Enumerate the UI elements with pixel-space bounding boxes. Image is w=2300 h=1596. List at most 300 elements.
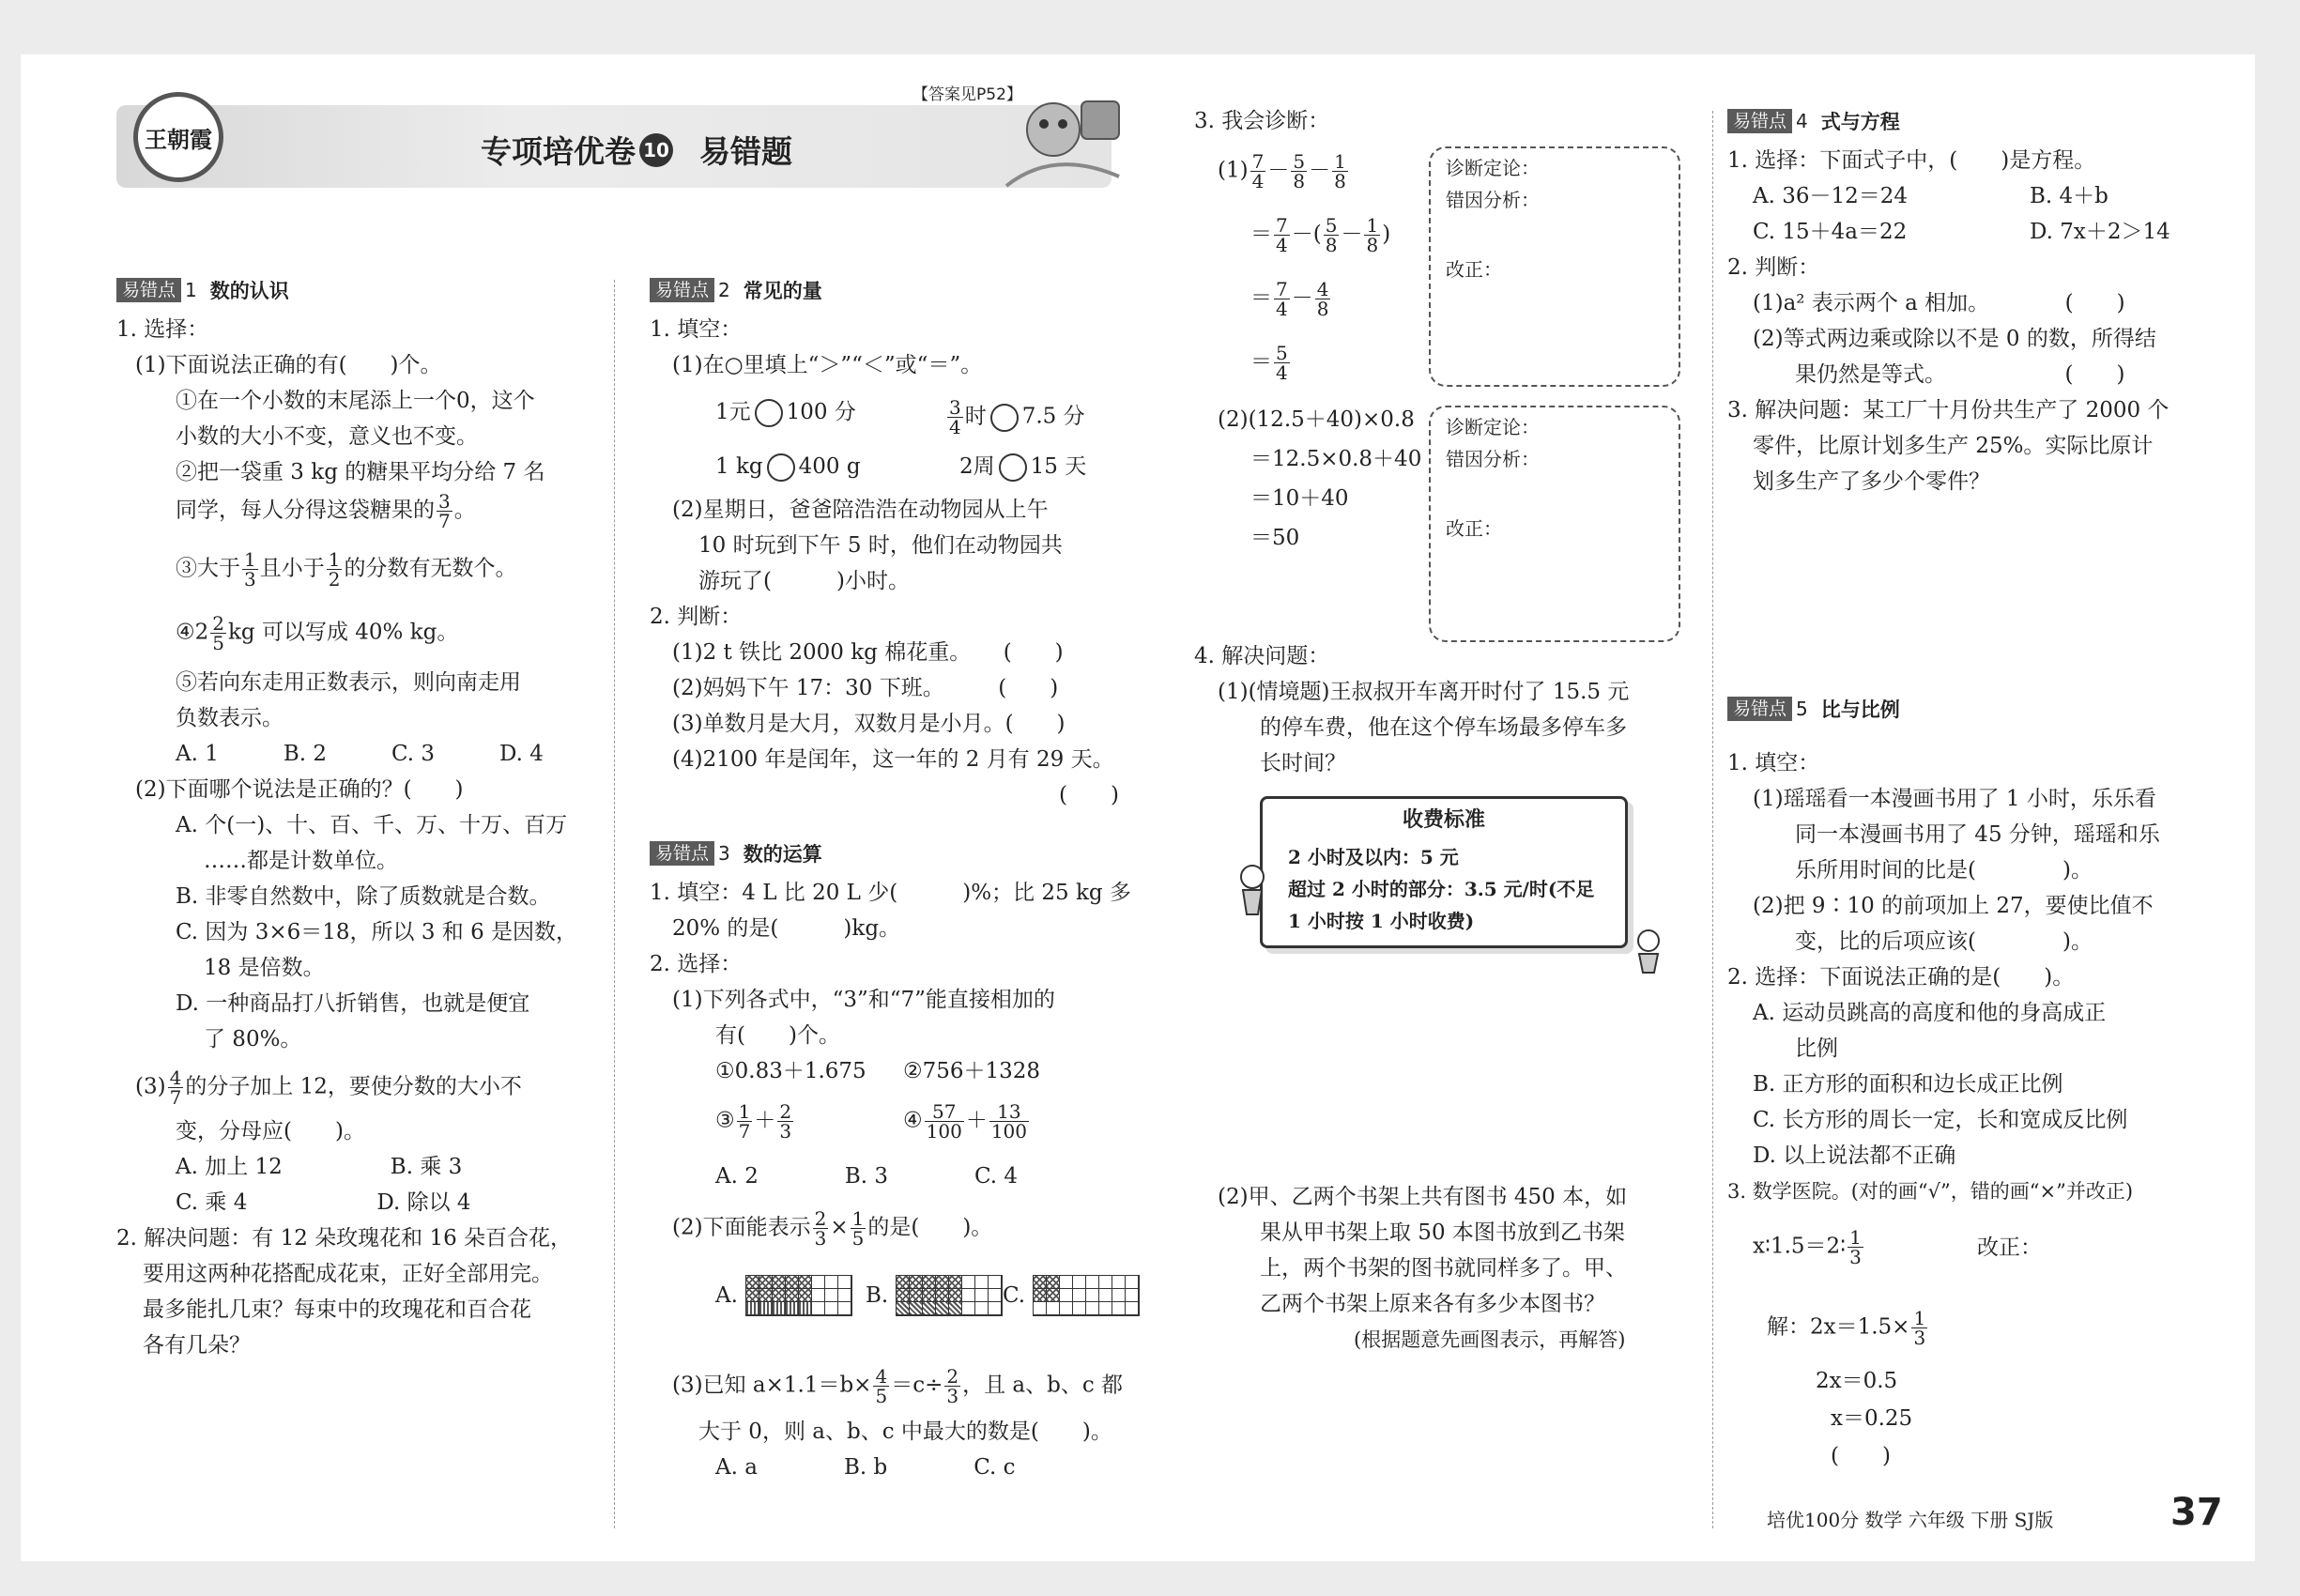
- fraction: [851, 1209, 866, 1248]
- worksheet-page: [21, 54, 2255, 1561]
- text: 解：2x＝1.5×: [1767, 1314, 1910, 1340]
- grid-cell: [936, 1276, 949, 1289]
- grid-figure-c: [1033, 1275, 1140, 1316]
- fee-rule-1: 2 小时及以内：5 元: [1288, 846, 1459, 868]
- grid-cell: [1060, 1276, 1073, 1289]
- grid-cell: [773, 1302, 786, 1315]
- grid-cell: [949, 1302, 962, 1315]
- equation-line: [1753, 1228, 1865, 1266]
- option-line: ⑤若向东走用正数表示，则向南走用: [176, 670, 521, 695]
- equation-line: [1218, 152, 1350, 191]
- fraction: [737, 1102, 753, 1141]
- option-grid-a: [715, 1275, 852, 1316]
- q-diagnose: 3. 我会诊断：: [1194, 109, 1330, 133]
- compare-row: [945, 398, 1085, 437]
- equation-line: [1250, 216, 1390, 254]
- fraction: [242, 550, 258, 589]
- section-tag-1: [116, 276, 289, 304]
- q-problem: 2. 解决问题：有 12 朵玫瑰花和 16 朵百合花，: [116, 1226, 573, 1251]
- grid-cell: [1126, 1276, 1139, 1289]
- grid-cell: [1034, 1276, 1047, 1289]
- option-grid-b: [866, 1275, 1003, 1316]
- tag-label: 易错点: [1727, 697, 1792, 721]
- compare-row: [715, 453, 861, 482]
- denominator: 4: [949, 416, 961, 438]
- grid-cell: [923, 1276, 936, 1289]
- judge-bracket: ( ): [1831, 1444, 1891, 1468]
- answer-options: A. 2 B. 3 C. 4: [715, 1164, 1019, 1189]
- judge-item: 果仍然是等式。 ( ): [1795, 362, 2125, 387]
- grid-cell: [1126, 1289, 1139, 1302]
- grid-cell: [812, 1302, 825, 1315]
- grid-cell: [838, 1289, 851, 1302]
- judge-item: (1)2 t 铁比 2000 kg 棉花重。 ( ): [672, 640, 1064, 665]
- option-line: [176, 492, 476, 530]
- tag-number: 5: [1796, 698, 1808, 720]
- q-line: 零件，比原计划多生产 25%。实际比原计: [1753, 434, 2154, 458]
- option-line: 变，分母应( )。: [176, 1119, 365, 1143]
- q-judge: 2. 判断：: [650, 605, 743, 629]
- tag-label: 易错点: [116, 278, 181, 302]
- grid-cell: [799, 1302, 812, 1315]
- grid-cell: [1086, 1289, 1099, 1302]
- denominator: 5: [851, 1227, 865, 1250]
- denominator: 4: [1251, 170, 1265, 192]
- q-line: 游玩了( )小时。: [698, 569, 910, 593]
- text: ＝: [1250, 222, 1272, 247]
- grid-cell: [746, 1289, 759, 1302]
- whole-number: 2: [194, 620, 209, 645]
- equation-line: [1250, 280, 1332, 318]
- fraction: [1315, 280, 1331, 318]
- denominator: 4: [1276, 298, 1288, 320]
- answer-options: A. 加上 12 B. 乘 3: [176, 1155, 463, 1179]
- numerator: 13: [997, 1100, 1021, 1123]
- option-line: ②756＋1328: [903, 1059, 1041, 1083]
- q3-2: [672, 1209, 992, 1248]
- numerator: 4: [1316, 278, 1329, 300]
- fee-rule-2: 超过 2 小时的部分：3.5 元/时(不足: [1288, 878, 1595, 900]
- numerator: 3: [438, 490, 451, 513]
- grid-cell: [786, 1289, 799, 1302]
- denominator: 100: [926, 1120, 962, 1143]
- grid-cell: [897, 1276, 910, 1289]
- option-line: ……都是计数单位。: [204, 849, 398, 873]
- grid-cell: [923, 1289, 936, 1302]
- text: 15 天: [1030, 454, 1087, 479]
- grid-cell: [773, 1276, 786, 1289]
- subtitle-text: 易错题: [699, 133, 792, 170]
- text: ＋: [754, 1108, 776, 1133]
- tag-number: 3: [718, 842, 730, 865]
- compare-row: [959, 453, 1086, 482]
- cartoon-right-icon: [1628, 928, 1669, 974]
- grid-cell: [989, 1289, 1002, 1302]
- grid-cell: [910, 1289, 923, 1302]
- fraction: [1332, 152, 1348, 191]
- grid-cell: [936, 1289, 949, 1302]
- q-line: 上，两个书架的图书就同样多了。甲、: [1260, 1256, 1627, 1281]
- q-choice: 1. 选择：: [116, 317, 209, 342]
- grid-cell: [1086, 1302, 1099, 1315]
- text: 7.5 分: [1021, 404, 1085, 429]
- text: 400 g: [798, 454, 861, 479]
- judge-item: (1)a² 表示两个 a 相加。 ( ): [1753, 291, 2125, 315]
- numerator: 5: [1293, 150, 1306, 173]
- grid-cell: [1073, 1289, 1086, 1302]
- q2-2: (2)星期日，爸爸陪浩浩在动物园从上午: [672, 498, 1049, 522]
- grid-figure-a: [745, 1275, 852, 1316]
- grid-cell: [746, 1276, 759, 1289]
- text: x∶1.5＝2∶: [1753, 1234, 1847, 1259]
- denominator: 5: [875, 1385, 888, 1407]
- answer-options: C. 乘 4 D. 除以 4: [176, 1190, 471, 1215]
- grid-cell: [786, 1276, 799, 1289]
- grid-cell: [1060, 1289, 1073, 1302]
- fraction: [1364, 216, 1380, 254]
- answer-reference: 【答案见P52】: [912, 85, 1022, 104]
- q2-1: (1)在○里填上“＞”“＜”或“＝”。: [672, 353, 983, 377]
- denominator: 4: [1276, 234, 1288, 256]
- fraction: [1274, 216, 1290, 254]
- text: ×: [830, 1215, 849, 1240]
- fraction: [1291, 152, 1307, 191]
- grid-cell: [1126, 1302, 1139, 1315]
- q-problem-line: 各有几朵？: [143, 1333, 251, 1358]
- tag-label: 易错点: [650, 278, 714, 302]
- text: 时: [964, 404, 987, 429]
- footer-info: 培优100分 数学 六年级 下册 SJ版: [1767, 1509, 2054, 1531]
- option-line: [176, 614, 458, 652]
- answer-option: A. 36－12＝24: [1753, 184, 1909, 208]
- tag-number: 1: [185, 279, 197, 301]
- numerator: 1: [328, 548, 341, 571]
- grid-cell: [949, 1289, 962, 1302]
- q-line: 同一本漫画书用了 45 分钟，瑶瑶和乐: [1795, 822, 2160, 847]
- text: 100 分: [786, 400, 856, 424]
- text: ＋: [965, 1108, 988, 1133]
- grid-cell: [897, 1302, 910, 1315]
- q-choice: 1. 选择：下面式子中，( )是方程。: [1727, 148, 2096, 173]
- grid-cell: [759, 1276, 773, 1289]
- q1-1: (1)下面说法正确的有( )个。: [135, 353, 442, 377]
- q-choice: 2. 选择：: [650, 952, 743, 976]
- fraction: [1911, 1309, 1927, 1347]
- numerator: 1: [1366, 214, 1379, 237]
- grid-cell: [838, 1276, 851, 1289]
- text: －: [1309, 158, 1331, 183]
- grid-cell: [989, 1302, 1002, 1315]
- grid-cell: [825, 1302, 838, 1315]
- numerator: 2: [779, 1100, 792, 1123]
- grid-cell: [1073, 1276, 1086, 1289]
- text: －: [1267, 158, 1290, 183]
- fee-title: 收费标准: [1402, 807, 1485, 832]
- option-line: 了 80%。: [204, 1027, 302, 1051]
- fraction: [210, 614, 226, 652]
- text: 的是( )。: [867, 1215, 993, 1240]
- q-problem: 4. 解决问题：: [1194, 644, 1330, 668]
- numerator: 7: [1251, 150, 1265, 173]
- numerator: 5: [1276, 342, 1288, 364]
- text: B.: [866, 1283, 889, 1308]
- denominator: 7: [169, 1086, 182, 1109]
- equation-line: ＝12.5×0.8＋40: [1250, 447, 1422, 471]
- denominator: 4: [1276, 361, 1288, 384]
- text: 1元: [715, 400, 751, 424]
- grid-cell: [799, 1276, 812, 1289]
- numerator: 57: [931, 1100, 957, 1123]
- logo-badge: [133, 92, 223, 182]
- grid-cell: [759, 1289, 773, 1302]
- correction-label: 改正：: [1977, 1235, 2042, 1260]
- denominator: 7: [738, 1120, 751, 1143]
- error-analysis-label: 错因分析：: [1446, 448, 1540, 470]
- grid-cell: [1034, 1289, 1047, 1302]
- denominator: 3: [779, 1120, 792, 1143]
- numerator: 1: [1913, 1307, 1926, 1329]
- q-line: 大于 0，则 a、b、c 中最大的数是( )。: [698, 1420, 1112, 1444]
- grid-cell: [989, 1276, 1002, 1289]
- answer-option: D. 以上说法都不正确: [1753, 1143, 1956, 1168]
- tag-number: 4: [1796, 110, 1808, 132]
- denominator: 8: [1293, 170, 1306, 192]
- denominator: 3: [946, 1385, 959, 1407]
- text: ，且 a、b、c 都: [962, 1373, 1124, 1398]
- title-text: 专项培优卷: [481, 133, 636, 170]
- tag-title: 数的认识: [209, 280, 289, 302]
- grid-cell: [975, 1302, 989, 1315]
- fraction: [925, 1102, 964, 1141]
- text: ＝c÷: [891, 1373, 943, 1398]
- compare-circle[interactable]: [990, 404, 1019, 432]
- option-line: ①在一个小数的末尾添上一个0，这个: [176, 389, 535, 413]
- answer-option: B. 4＋b: [2030, 184, 2108, 208]
- text: 且小于: [259, 556, 325, 581]
- grid-cell: [910, 1302, 923, 1315]
- judge-item: (3)单数月是大月，双数月是小月。( ): [672, 712, 1066, 736]
- numerator: 1: [738, 1100, 751, 1123]
- grid-cell: [1073, 1302, 1086, 1315]
- grid-cell: [949, 1276, 962, 1289]
- text: ＝: [1250, 285, 1272, 311]
- fraction: [168, 1068, 184, 1107]
- page-title: [481, 128, 792, 172]
- tag-title: 式与方程: [1820, 111, 1900, 133]
- numerator: 1: [1849, 1226, 1862, 1249]
- judge-bracket: ( ): [1059, 783, 1119, 807]
- q-line: 有( )个。: [715, 1023, 840, 1048]
- q-line: 乙两个书架上原来各有多少本图书？: [1260, 1292, 1605, 1316]
- grid-cell: [1112, 1302, 1126, 1315]
- text: ＝: [1250, 349, 1272, 375]
- fraction: [989, 1102, 1029, 1141]
- grid-figure-b: [896, 1275, 1003, 1316]
- grid-cell: [1112, 1289, 1126, 1302]
- grid-cell: [773, 1289, 786, 1302]
- denominator: 5: [212, 632, 224, 654]
- denominator: 3: [1849, 1246, 1862, 1268]
- option-line: [903, 1102, 1031, 1141]
- answer-option: A. 运动员跳高的高度和他的身高成正: [1753, 1001, 2107, 1025]
- denominator: 3: [244, 568, 256, 591]
- fraction: [873, 1367, 889, 1405]
- denominator: 7: [438, 510, 451, 532]
- equation-line: ＝10＋40: [1250, 486, 1349, 511]
- grid-cell: [786, 1302, 799, 1315]
- text: 的分子加上 12，要使分数的大小不: [185, 1074, 522, 1099]
- equation-line: [1767, 1309, 1929, 1347]
- correction-label: 改正：: [1446, 517, 1502, 540]
- text: (2)下面能表示: [672, 1215, 811, 1240]
- fraction: [944, 1367, 960, 1405]
- text: 的分数有无数个。: [344, 556, 517, 581]
- grid-cell: [746, 1302, 759, 1315]
- q3-1: (1)下列各式中，“3”和“7”能直接相加的: [672, 988, 1055, 1012]
- q-math-hospital: 3. 数学医院。(对的画“√”，错的画“×”并改正): [1727, 1180, 2134, 1203]
- fraction: [1250, 152, 1266, 191]
- numerator: 4: [875, 1365, 888, 1388]
- grid-cell: [975, 1289, 989, 1302]
- denominator: 8: [1325, 234, 1338, 256]
- denominator: 2: [328, 568, 341, 591]
- grid-cell: [962, 1302, 975, 1315]
- page-number: 37: [2170, 1491, 2223, 1534]
- title-number-badge: 10: [639, 133, 673, 167]
- q-line: 划多生产了多少个零件？: [1753, 469, 1990, 494]
- q-fill: 1. 填空：4 L 比 20 L 少( )%；比 25 kg 多: [650, 881, 1131, 905]
- q-fill: 1. 填空：: [1727, 751, 1820, 775]
- tag-title: 常见的量: [743, 280, 822, 302]
- grid-cell: [759, 1302, 773, 1315]
- equation-line: x＝0.25: [1831, 1406, 1913, 1431]
- grid-cell: [1034, 1302, 1047, 1315]
- numerator: 7: [1276, 278, 1288, 300]
- error-analysis-label: 错因分析：: [1446, 189, 1540, 211]
- answer-option: C. 15＋4a＝22: [1753, 220, 1908, 244]
- q-judge: 2. 判断：: [1727, 255, 1820, 280]
- tag-number: 2: [718, 279, 730, 301]
- fee-rule-3: 1 小时按 1 小时收费): [1288, 910, 1475, 932]
- q-line: 果从甲书架上取 50 本图书放到乙书架: [1260, 1220, 1625, 1245]
- text: 2周: [959, 454, 995, 479]
- option-line: D. 一种商品打八折销售，也就是便宜: [176, 991, 530, 1016]
- correction-label: 改正：: [1446, 258, 1502, 281]
- text: ③大于: [176, 556, 240, 581]
- q-problem: 3. 解决问题：某工厂十月份共生产了 2000 个: [1727, 398, 2170, 422]
- option-line: A. 个(一)、十、百、千、万、十万、百万: [176, 813, 568, 837]
- grid-cell: [838, 1302, 851, 1315]
- diagnosis-label: 诊断定论：: [1446, 416, 1540, 438]
- numerator: 1: [851, 1207, 865, 1230]
- q-choice: 2. 选择：下面说法正确的是( )。: [1727, 965, 2075, 990]
- section-tag-5: [1727, 695, 1900, 723]
- fraction: [777, 1102, 793, 1141]
- equation-line: 2x＝0.5: [1816, 1369, 1898, 1393]
- grid-cell: [897, 1289, 910, 1302]
- grid-cell: [936, 1302, 949, 1315]
- grid-cell: [962, 1276, 975, 1289]
- judge-item: (2)妈妈下午 17：30 下班。 ( ): [672, 676, 1059, 700]
- tag-label: 易错点: [650, 841, 714, 866]
- column-divider: [1712, 111, 1713, 1528]
- text: 。: [453, 498, 476, 523]
- numerator: 1: [1334, 150, 1346, 173]
- compare-row: [715, 398, 856, 427]
- text: －: [1291, 285, 1313, 311]
- grid-cell: [1047, 1276, 1060, 1289]
- grid-cell: [910, 1276, 923, 1289]
- grid-cell: [799, 1289, 812, 1302]
- q-line: 长时间？: [1260, 751, 1346, 775]
- grid-cell: [923, 1302, 936, 1315]
- numerator: 7: [1276, 214, 1288, 237]
- grid-cell: [812, 1289, 825, 1302]
- grid-cell: [1047, 1302, 1060, 1315]
- q-fill: 1. 填空：: [650, 317, 743, 342]
- section-tag-3: [650, 839, 822, 867]
- answer-options: A. 1 B. 2 C. 3 D. 4: [176, 742, 544, 766]
- compare-circle[interactable]: [999, 453, 1027, 482]
- numerator: 2: [946, 1365, 959, 1388]
- mascot-illustration: [950, 83, 1138, 195]
- option-line: C. 因为 3×6＝18，所以 3 和 6 是因数，: [176, 920, 578, 944]
- grid-cell: [825, 1289, 838, 1302]
- numerator: 2: [814, 1207, 827, 1230]
- option-grid-c: [1003, 1275, 1140, 1316]
- fraction: [1274, 344, 1290, 382]
- q5-2: (2)把 9∶10 的前项加上 27，要使比值不: [1753, 894, 2154, 918]
- answer-option: D. 7x＋2＞14: [2030, 220, 2170, 244]
- option-line: 小数的大小不变，意义也不变。: [176, 424, 478, 449]
- fraction: [1324, 216, 1340, 254]
- tag-title: 比与比例: [1820, 698, 1900, 721]
- denominator: 8: [1334, 170, 1346, 192]
- column-divider: [614, 280, 615, 1528]
- fraction: [1274, 280, 1290, 318]
- grid-cell: [1099, 1289, 1112, 1302]
- q4-2: (2)甲、乙两个书架上共有图书 450 本，如: [1218, 1185, 1628, 1209]
- q-problem-line: 要用这两种花搭配成花束，正好全部用完。: [143, 1262, 553, 1286]
- denominator: 3: [1913, 1327, 1926, 1349]
- grid-cell: [962, 1289, 975, 1302]
- grid-cell: [1099, 1276, 1112, 1289]
- grid-cell: [1112, 1276, 1126, 1289]
- text: ): [1382, 222, 1391, 247]
- grid-cell: [1099, 1302, 1112, 1315]
- q1-3: [135, 1068, 522, 1107]
- numerator: 4: [169, 1067, 182, 1089]
- text: kg 可以写成 40% kg。: [228, 620, 459, 645]
- text: ③: [715, 1108, 735, 1133]
- text: A.: [715, 1283, 738, 1308]
- denominator: 100: [990, 1120, 1027, 1143]
- grid-cell: [975, 1276, 989, 1289]
- option-line: ②把一袋重 3 kg 的糖果平均分给 7 名: [176, 460, 545, 484]
- option-line: 18 是倍数。: [204, 956, 325, 980]
- grid-cell: [1086, 1276, 1099, 1289]
- tag-title: 数的运算: [743, 843, 822, 866]
- compare-circle[interactable]: [755, 399, 783, 427]
- fraction: [1848, 1228, 1863, 1266]
- text: C.: [1003, 1283, 1026, 1308]
- option-line: ①0.83＋1.675: [715, 1059, 866, 1083]
- option-line: [715, 1102, 795, 1141]
- compare-circle[interactable]: [767, 453, 795, 482]
- q1-2: (2)下面哪个说法是正确的？( ): [135, 777, 464, 802]
- q-line: 乐所用时间的比是( )。: [1795, 858, 2093, 882]
- fraction: [437, 492, 452, 530]
